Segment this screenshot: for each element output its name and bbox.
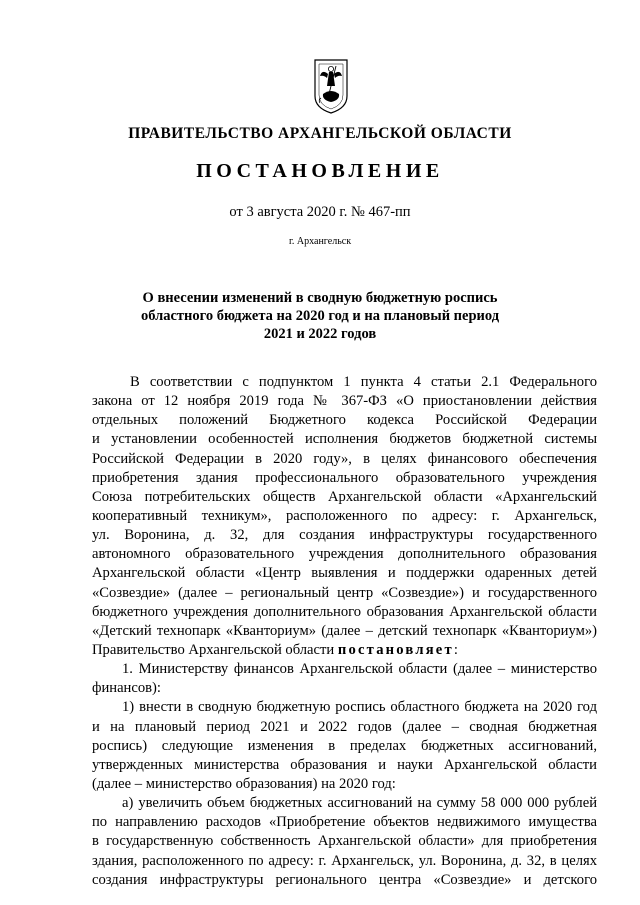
resolve-line	[92, 641, 597, 660]
body-line: Союза потребительских обществ Архангельской области «Архангельский	[92, 488, 597, 505]
resolve-suffix: :	[453, 641, 458, 658]
body-line: автономного образовательного учреждения дополнительного образования	[92, 546, 597, 563]
title-line: О внесении изменений в сводную бюджетную роспись	[142, 290, 498, 306]
body-line: бюджетного учреждения дополнительного образования Архангельской области	[92, 603, 597, 620]
government-name: ПРАВИТЕЛЬСТВО АРХАНГЕЛЬСКОЙ ОБЛАСТИ	[128, 125, 512, 142]
body-line: Российской Федерации в 2020 году», в целях финансового обеспечения	[92, 450, 597, 467]
body-line: ул. Воронина, д. 32, для создания инфраструктуры государственного	[92, 527, 597, 544]
document-city: г. Архангельск	[288, 236, 352, 247]
item-line: а) увеличить объем бюджетных ассигнований на сумму 58 000 000 рублей	[122, 795, 597, 812]
body-line: и установлении особенностей исполнения бюджетов бюджетной системы	[92, 431, 597, 448]
item-line: 1) внести в сводную бюджетную роспись областного бюджета на 2020 год	[122, 699, 597, 716]
item-line: финансов):	[92, 680, 161, 697]
document-type: ПОСТАНОВЛЕНИЕ	[196, 160, 444, 182]
item-line: здания, расположенного по адресу: г. Архангельск, ул. Воронина, д. 32, в целях	[92, 852, 597, 869]
document-title	[120, 289, 520, 343]
title-line: областного бюджета на 2020 год и на плановый период	[140, 308, 500, 324]
item-line: (далее – министерство образования) на 2020 год:	[92, 775, 396, 792]
body-line: отдельных положений Бюджетного кодекса Российской Федерации	[92, 412, 597, 429]
item-line: и на плановый период 2021 и 2022 годов (далее – сводная бюджетная	[92, 718, 597, 735]
item-line: создания инфраструктуры регионального центра «Созвездие» и детского	[92, 871, 597, 888]
body-line: кооперативный техникум», расположенного по адресу: г. Архангельск,	[92, 507, 597, 524]
resolve-word: постановляет	[337, 641, 454, 658]
document-date-number: от 3 августа 2020 г. № 467-пп	[229, 204, 411, 220]
body-line: закона от 12 ноября 2019 года № 367-ФЗ «О приостановлении действия	[92, 393, 597, 410]
body-line: «Детский технопарк «Кванториум» (далее – детский технопарк «Кванториум»)	[92, 622, 597, 639]
item-line: роспись) следующие изменения в пределах бюджетных ассигнований,	[92, 737, 597, 754]
body-line: Архангельской области «Центр выявления и поддержки одаренных детей	[92, 565, 597, 582]
item-line: 1. Министерству финансов Архангельской области (далее – министерство	[122, 661, 597, 678]
document-body	[92, 373, 597, 890]
body-line: приобретения здания профессионального образовательного учреждения	[92, 469, 597, 486]
body-line: В соответствии с подпунктом 1 пункта 4 статьи 2.1 Федерального	[130, 374, 597, 390]
item-line: в государственную собственность Архангельской области» для приобретения	[92, 833, 597, 850]
item-line: утвержденных министерства образования и науки Архангельской области	[92, 756, 597, 773]
body-line: «Созвездие» (далее – региональный центр «Созвездие») и государственного	[92, 584, 597, 601]
coat-of-arms-icon	[312, 56, 350, 114]
item-line: по направлению расходов «Приобретение объектов недвижимого имущества	[92, 814, 597, 831]
resolve-prefix: Правительство Архангельской области	[92, 641, 338, 658]
title-line: 2021 и 2022 годов	[263, 326, 377, 342]
